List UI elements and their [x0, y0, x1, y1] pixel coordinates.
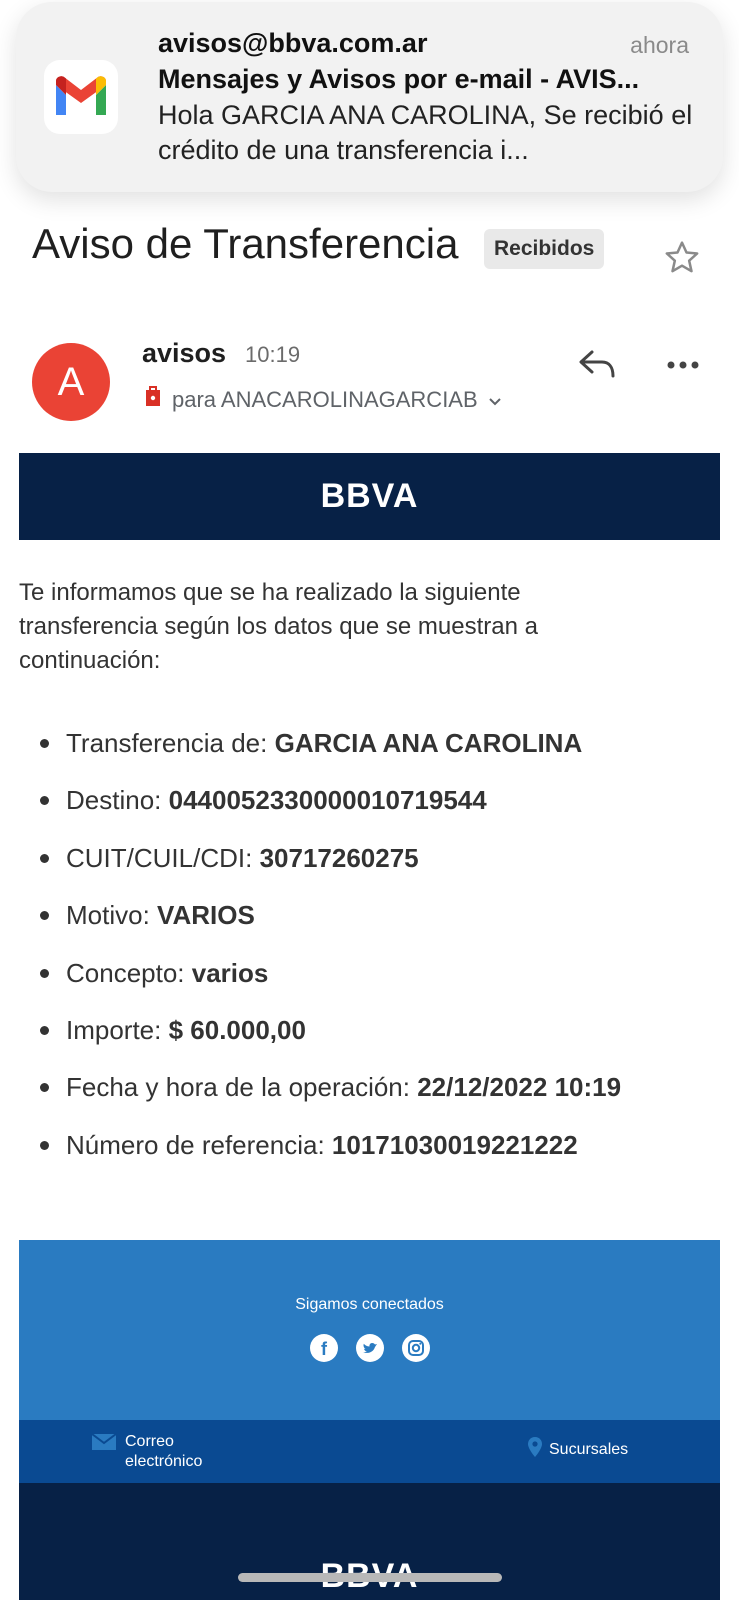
- home-indicator[interactable]: [238, 1573, 502, 1582]
- email-time: 10:19: [245, 342, 301, 367]
- list-item: Número de referencia: 10171030019221222: [38, 1125, 621, 1182]
- list-item: Importe: $ 60.000,00: [38, 1010, 621, 1067]
- chevron-down-icon: [488, 387, 502, 413]
- sender-avatar[interactable]: A: [32, 343, 110, 421]
- footer-logo-section: [19, 1483, 720, 1600]
- important-label-icon: [144, 386, 162, 414]
- gmail-app-icon: [44, 60, 118, 134]
- reply-icon[interactable]: [578, 348, 616, 380]
- star-icon[interactable]: [662, 238, 702, 278]
- email-contact-link[interactable]: [91, 1432, 209, 1472]
- list-item: Concepto: varios: [38, 953, 621, 1010]
- notification-time: ahora: [630, 32, 689, 58]
- list-item: Destino: 0440052330000010719544: [38, 780, 621, 837]
- branches-link[interactable]: [527, 1436, 628, 1463]
- more-options-icon[interactable]: [665, 352, 701, 378]
- footer-links-bar: [19, 1420, 720, 1483]
- transfer-details-list: [38, 723, 621, 1182]
- location-pin-icon: [527, 1436, 543, 1463]
- bbva-header-banner: [19, 453, 720, 540]
- inbox-label-chip[interactable]: Recibidos: [484, 229, 604, 269]
- envelope-icon: [91, 1432, 117, 1457]
- notification-subject: Mensajes y Avisos por e-mail - AVIS...: [158, 64, 640, 94]
- instagram-icon[interactable]: [402, 1334, 430, 1362]
- social-links: [19, 1334, 720, 1362]
- email-intro-text: Te informamos que se ha realizado la siguiente transferencia según los datos que se muestran a continuación:: [19, 579, 538, 674]
- email-contact-label: Correo electrónico: [125, 1433, 203, 1470]
- notification-banner[interactable]: [16, 2, 723, 192]
- footer-social-section: [19, 1240, 720, 1420]
- sender-name[interactable]: avisos: [142, 338, 227, 368]
- facebook-icon[interactable]: [310, 1334, 338, 1362]
- list-item: Fecha y hora de la operación: 22/12/2022 10:19: [38, 1067, 621, 1124]
- notification-body: Hola GARCIA ANA CAROLINA, Se recibió el crédito de una transferencia i...: [158, 100, 693, 165]
- notification-sender: avisos@bbva.com.ar: [158, 28, 428, 58]
- list-item: Transferencia de: GARCIA ANA CAROLINA: [38, 723, 621, 780]
- svg-text:f: f: [320, 1339, 327, 1359]
- list-item: Motivo: VARIOS: [38, 895, 621, 952]
- recipient-text: para ANACAROLINAGARCIAB: [172, 387, 478, 412]
- branches-label: Sucursales: [549, 1440, 629, 1458]
- twitter-icon[interactable]: [356, 1334, 384, 1362]
- recipient-details-toggle[interactable]: [144, 386, 502, 414]
- bbva-logo: BBVA: [320, 477, 419, 515]
- list-item: CUIT/CUIL/CDI: 30717260275: [38, 838, 621, 895]
- email-subject: Aviso de Transferencia: [32, 220, 459, 267]
- follow-us-text: Sigamos conectados: [295, 1296, 444, 1313]
